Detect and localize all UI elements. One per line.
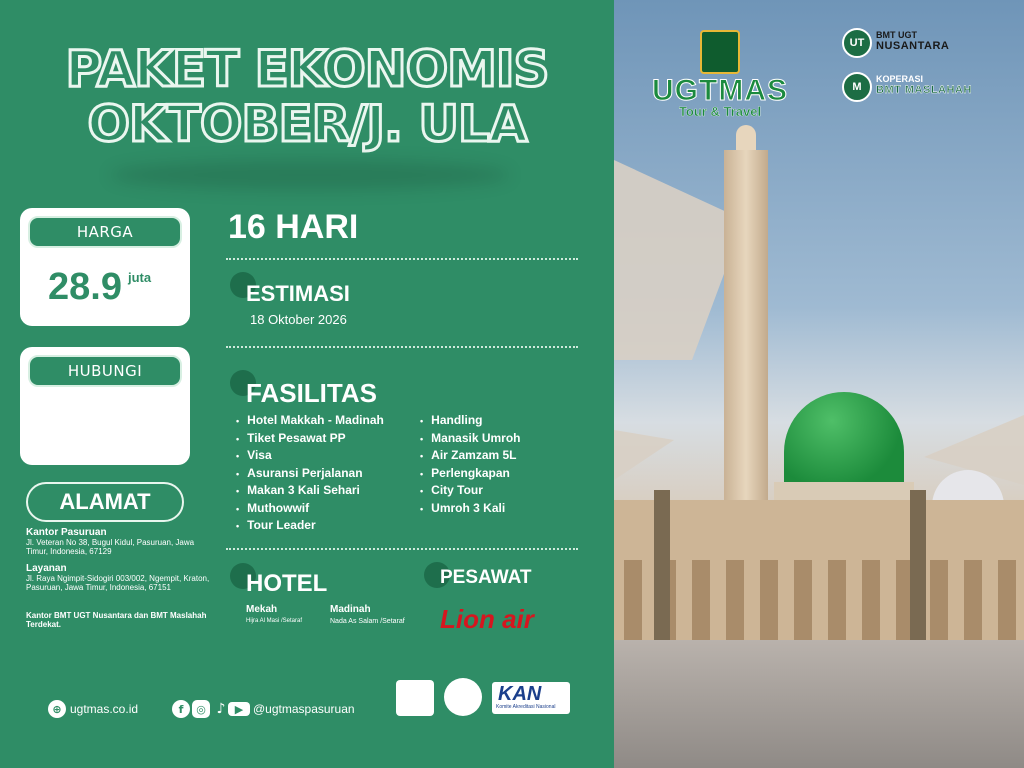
duration: 16 HARI bbox=[228, 208, 359, 246]
website-link[interactable]: ugtmas.co.id bbox=[70, 702, 139, 716]
kemenag-logo-icon bbox=[396, 680, 434, 716]
pesawat-title: PESAWAT bbox=[440, 567, 532, 588]
dome-base bbox=[774, 482, 914, 502]
minaret bbox=[724, 150, 768, 505]
bmt-ugt-icon: UT bbox=[842, 28, 872, 58]
tiktok-icon[interactable]: ♪ bbox=[216, 701, 226, 717]
address-bmt bbox=[26, 611, 216, 629]
bmt-ugt-line1: BMT UGT bbox=[876, 30, 917, 40]
lamp-post bbox=[910, 490, 926, 640]
address-layanan-title: Layanan bbox=[26, 563, 67, 574]
facebook-icon[interactable]: f bbox=[172, 700, 190, 718]
airline-logo: Lion air bbox=[440, 604, 534, 634]
social-handle[interactable]: @ugtmaspasuruan bbox=[253, 702, 355, 716]
hotel-madinah-name: Nada As Salam /Setaraf bbox=[330, 618, 405, 625]
divider bbox=[226, 346, 578, 348]
list-item: • City Tour bbox=[420, 482, 521, 500]
contact-card[interactable] bbox=[20, 347, 190, 465]
address-label: ALAMAT bbox=[26, 482, 184, 522]
list-item: • Handling bbox=[420, 412, 521, 430]
address-pasuruan-text: Jl. Veteran No 38, Bugul Kidul, Pasuruan, Jawa Timur, Indonesia, 67129 bbox=[26, 538, 195, 556]
address-pasuruan-title: Kantor Pasuruan bbox=[26, 527, 107, 538]
address-layanan bbox=[26, 563, 216, 592]
list-item: • Tiket Pesawat PP bbox=[236, 430, 384, 448]
youtube-icon[interactable]: ▶ bbox=[228, 702, 250, 716]
bmt-ugt-line2: NUSANTARA bbox=[876, 40, 950, 52]
hotel-mekah-label: Mekah bbox=[246, 604, 278, 615]
list-item: • Perlengkapan bbox=[420, 465, 521, 483]
kaaba-icon bbox=[700, 30, 740, 74]
price-unit: juta bbox=[128, 270, 152, 285]
estimasi-title: ESTIMASI bbox=[246, 281, 350, 306]
hotel-mekah-name: Hijra Al Masi /Setaraf bbox=[246, 618, 303, 624]
list-item: • Visa bbox=[236, 447, 384, 465]
bmt-maslahah-line2: BMT MASLAHAH bbox=[876, 84, 972, 96]
package-title: PAKET EKONOMIS bbox=[65, 40, 549, 98]
lamp-post bbox=[654, 490, 670, 640]
kan-logo-label: KAN bbox=[498, 683, 542, 705]
ugtmas-logo-sub: Tour & Travel bbox=[678, 104, 762, 119]
divider bbox=[226, 258, 578, 260]
list-item: • Umroh 3 Kali bbox=[420, 500, 521, 518]
hotel-madinah-label: Madinah bbox=[330, 604, 371, 615]
courtyard bbox=[614, 640, 1024, 768]
sapuhi-logo-icon bbox=[444, 678, 482, 716]
fasilitas-list-2 bbox=[420, 412, 521, 517]
list-item: • Tour Leader bbox=[236, 517, 384, 535]
list-item: • Asuransi Perjalanan bbox=[236, 465, 384, 483]
kan-logo-sub: Komite Akreditasi Nasional bbox=[496, 704, 556, 710]
ugtmas-logo bbox=[640, 30, 800, 119]
list-item: • Makan 3 Kali Sehari bbox=[236, 482, 384, 500]
bmt-maslahah-line1: KOPERASI bbox=[876, 74, 924, 84]
ugtmas-logo-name: UGTMAS bbox=[652, 74, 788, 107]
title-shadow bbox=[110, 160, 510, 190]
address-bmt-text: Kantor BMT UGT Nusantara dan BMT Maslahah Terdekat. bbox=[26, 611, 207, 629]
bmt-maslahah-icon: M bbox=[842, 72, 872, 102]
globe-icon: ⊕ bbox=[48, 700, 66, 718]
price-label: HARGA bbox=[28, 216, 182, 248]
green-dome bbox=[784, 392, 904, 488]
price-value: 28.9 bbox=[48, 266, 122, 308]
price-card bbox=[20, 208, 190, 326]
list-item: • Air Zamzam 5L bbox=[420, 447, 521, 465]
address-layanan-text: Jl. Raya Ngimpit-Sidogiri 003/002, Ngempit, Kraton, Pasuruan, Jawa Timur, Indonesia, 67151 bbox=[26, 574, 210, 592]
fasilitas-list-1 bbox=[236, 412, 384, 535]
contact-label: HUBUNGI bbox=[28, 355, 182, 387]
list-item: • Hotel Makkah - Madinah bbox=[236, 412, 384, 430]
estimasi-date: 18 Oktober 2026 bbox=[250, 312, 347, 327]
arches bbox=[624, 560, 1024, 640]
fasilitas-title: FASILITAS bbox=[246, 378, 377, 408]
instagram-icon[interactable]: ◎ bbox=[192, 700, 210, 718]
list-item: • Muthowwif bbox=[236, 500, 384, 518]
divider bbox=[226, 548, 578, 550]
package-subtitle: OKTOBER/J. ULA bbox=[87, 95, 527, 153]
list-item: • Manasik Umroh bbox=[420, 430, 521, 448]
kan-logo bbox=[492, 682, 570, 714]
hotel-title: HOTEL bbox=[246, 570, 328, 597]
address-pasuruan bbox=[26, 527, 216, 556]
umbrella bbox=[614, 430, 674, 480]
